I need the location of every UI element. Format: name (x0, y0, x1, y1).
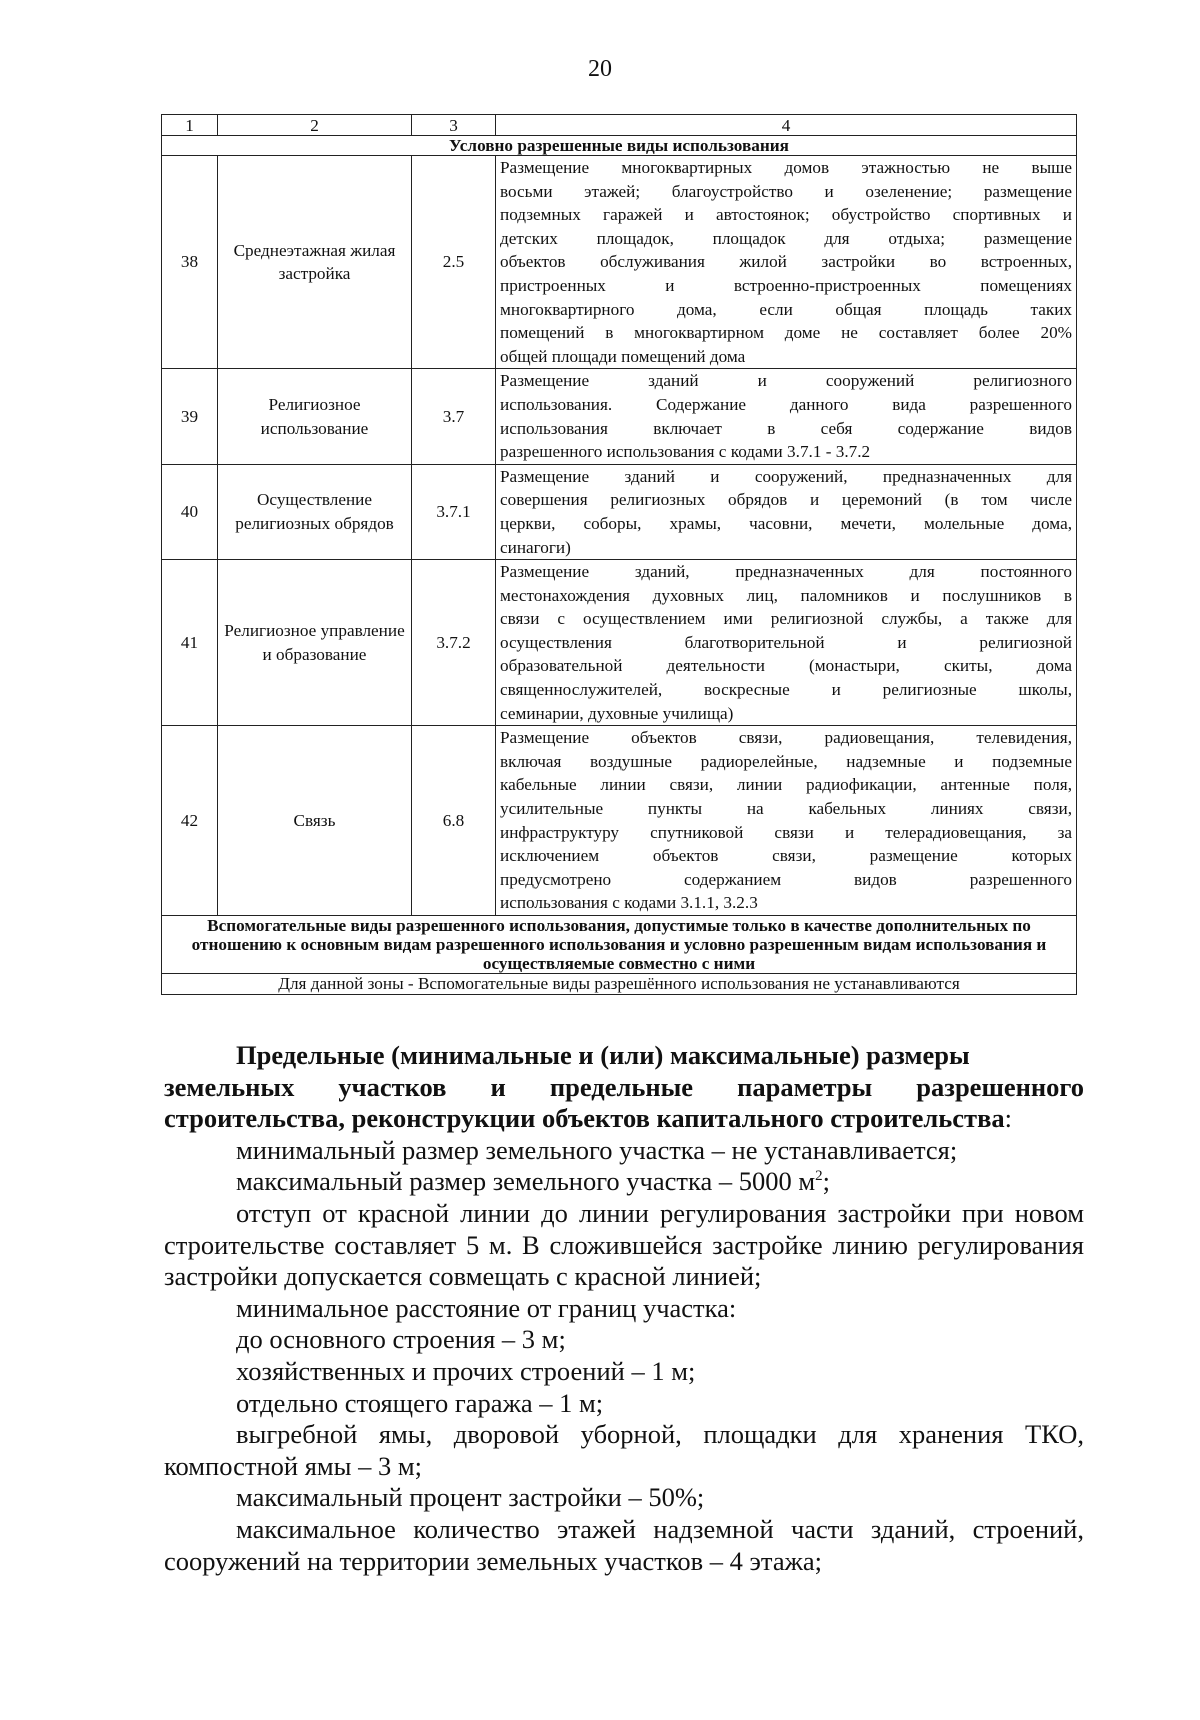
table-row (162, 156, 1077, 369)
use-description (496, 560, 1077, 726)
section-row-auxiliary (162, 916, 1077, 974)
description-line: местонахождения духовных лиц, паломников и послушников в (500, 585, 1072, 605)
description-line: Размещение объектов связи, радиовещания, телевидения, (500, 728, 1072, 748)
max-area-end: ; (822, 1166, 830, 1197)
description-line: кабельные линии связи, линии радиофикации, антенные поля, (500, 775, 1072, 795)
description-line: семинарии, духовные училища) (500, 703, 734, 723)
description-line: связи с осуществлением ими религиозной службы, а также для (500, 609, 1072, 629)
use-code: 6.8 (412, 726, 496, 916)
section-title-auxiliary: Вспомогательные виды разрешенного использования, допустимые только в качестве дополнительных по отношению к основным видам разрешенного использования и условно разрешенным видам использования и осуществляемые совместно с ними (162, 916, 1077, 974)
heading-colon: : (1004, 1103, 1013, 1134)
description-line: инфраструктуру спутниковой связи и телерадиовещания, за (500, 822, 1072, 842)
description-line: священнослужителей, воскресные и религиозные школы, (500, 680, 1072, 700)
auxiliary-note: Для данной зоны - Вспомогательные виды разрешённого использования не устанавливаются (162, 974, 1077, 995)
row-number: 40 (162, 464, 218, 559)
use-name: Связь (218, 726, 412, 916)
description-line: церкви, соборы, храмы, часовни, мечети, молельные дома, (500, 513, 1072, 533)
param-max-area (164, 1166, 1084, 1198)
description-line: осуществления благотворительной и религиозной (500, 632, 1072, 652)
description-line: Размещение зданий и сооружений религиозного (500, 371, 1072, 391)
description-line: общей площади помещений дома (500, 346, 746, 366)
use-code: 2.5 (412, 156, 496, 369)
use-description (496, 726, 1077, 916)
description-line: объектов обслуживания жилой застройки во встроенных, (500, 252, 1072, 272)
max-area-text: максимальный размер земельного участка – 5000 м (236, 1166, 816, 1197)
table-row (162, 560, 1077, 726)
use-name: Религиозное управление и образование (218, 560, 412, 726)
table-row (162, 464, 1077, 559)
param-outbuildings: хозяйственных и прочих строений – 1 м; (236, 1355, 696, 1386)
param-main-building: до основного строения – 3 м; (236, 1324, 566, 1355)
description-line: синагоги) (500, 537, 571, 557)
param-min-distance: минимальное расстояние от границ участка: (236, 1292, 737, 1323)
description-line: включая воздушные радиорелейные, надземные и подземные (500, 751, 1072, 771)
param-max-floors: максимальное количество этажей надземной части зданий, строений, сооружений на территории земельных участков – 4 этажа; (164, 1513, 1084, 1576)
use-description (496, 156, 1077, 369)
column-header-4: 4 (496, 115, 1077, 136)
section-row-conditional (162, 136, 1077, 156)
description-line: многоквартирного дома, если общая площадь таких (500, 299, 1072, 319)
column-header-3: 3 (412, 115, 496, 136)
column-header-1: 1 (162, 115, 218, 136)
row-number: 42 (162, 726, 218, 916)
description-line: использования включает в себя содержание видов (500, 418, 1072, 438)
description-line: предусмотрено содержанием видов разрешенного (500, 869, 1072, 889)
description-line: использования. Содержание данного вида разрешенного (500, 394, 1072, 414)
description-line: Размещение зданий и сооружений, предназначенных для (500, 466, 1072, 486)
land-use-table (161, 114, 1077, 995)
param-min-area: минимальный размер земельного участка – не устанавливается; (236, 1134, 958, 1165)
row-number: 39 (162, 369, 218, 464)
description-line: подземных гаражей и автостоянок; обустройство спортивных и (500, 205, 1072, 225)
use-name: Религиозное использование (218, 369, 412, 464)
description-line: помещений в многоквартирном доме не составляет более 20% (500, 323, 1072, 343)
description-line: образовательной деятельности (монастыри, скиты, дома (500, 656, 1072, 676)
area-unit-superscript: 2 (815, 1168, 823, 1185)
section-title-conditional: Условно разрешенные виды использования (162, 136, 1077, 156)
param-max-coverage: максимальный процент застройки – 50%; (236, 1482, 705, 1513)
description-line: совершения религиозных обрядов и церемоний (в том числе (500, 490, 1072, 510)
column-header-2: 2 (218, 115, 412, 136)
param-cesspool: выгребной ямы, дворовой уборной, площадки для хранения ТКО, компостной ямы – 3 м; (164, 1419, 1084, 1481)
use-name: Осуществление религиозных обрядов (218, 464, 412, 559)
description-line: Размещение многоквартирных домов этажностью не выше (500, 158, 1072, 177)
description-line: разрешенного использования с кодами 3.7.1 - 3.7.2 (500, 442, 871, 462)
description-line: пристроенных и встроенно-пристроенных помещениях (500, 275, 1072, 295)
table-row (162, 369, 1077, 464)
use-code: 3.7.2 (412, 560, 496, 726)
heading-line: Предельные (минимальные и (или) максимальные) размеры (236, 1040, 970, 1070)
page-number: 20 (588, 56, 612, 82)
auxiliary-note-row (162, 974, 1077, 995)
use-name: Среднеэтажная жилая застройка (218, 156, 412, 369)
description-line: исключением объектов связи, размещение которых (500, 846, 1072, 866)
use-description (496, 369, 1077, 464)
row-number: 41 (162, 560, 218, 726)
heading-line: строительства, реконструкции объектов капитального строительства (164, 1103, 1005, 1134)
use-code: 3.7.1 (412, 464, 496, 559)
heading-line: земельных участков и предельные параметры разрешенного (164, 1071, 1084, 1102)
description-line: усилительные пункты на кабельных линиях связи, (500, 799, 1072, 819)
row-number: 38 (162, 156, 218, 369)
param-garage: отдельно стоящего гаража – 1 м; (236, 1387, 604, 1418)
param-setback: отступ от красной линии до линии регулирования застройки при новом строительстве составляет 5 м. В сложившейся застройке линию регулирования застройки допускается совмещать с красной линией; (164, 1197, 1084, 1292)
description-line: восьми этажей; благоустройство и озеленение; размещение (500, 181, 1072, 201)
parameters-section (164, 1040, 1084, 1577)
table-row (162, 726, 1077, 916)
use-description (496, 464, 1077, 559)
table-header-row (162, 115, 1077, 136)
description-line: детских площадок, площадок для отдыха; размещение (500, 228, 1072, 248)
use-code: 3.7 (412, 369, 496, 464)
parameters-heading (164, 1040, 1084, 1135)
description-line: Размещение зданий, предназначенных для постоянного (500, 562, 1072, 582)
description-line: использования с кодами 3.1.1, 3.2.3 (500, 893, 758, 913)
